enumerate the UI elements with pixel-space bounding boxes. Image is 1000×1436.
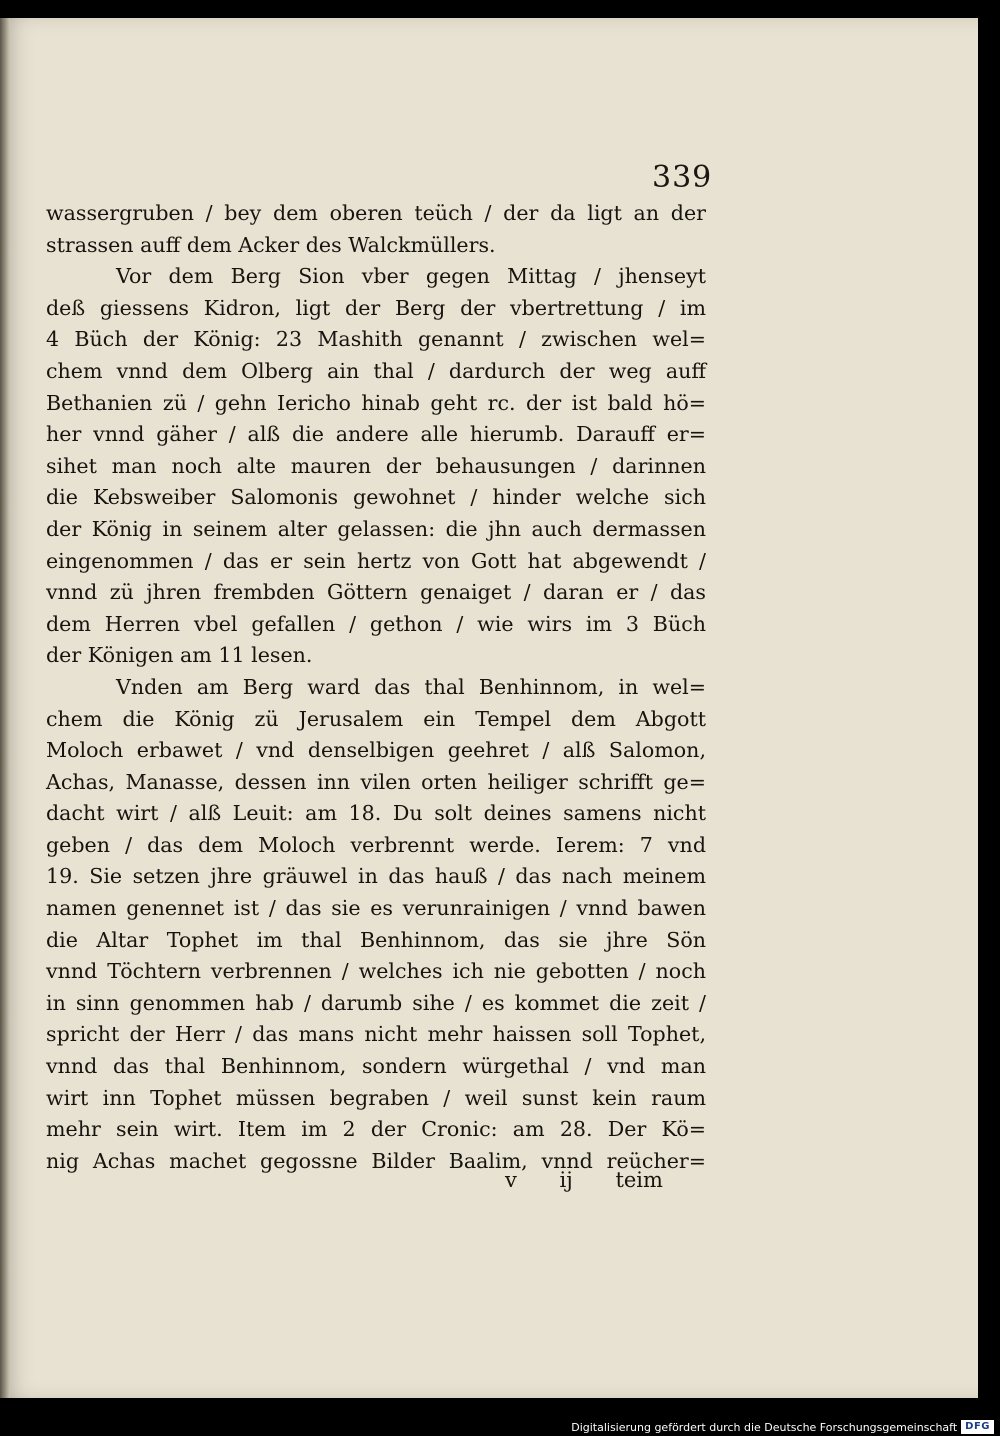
text-line: Bethanien zü / gehn Iericho hinab geht rc. der ist bald hö= bbox=[46, 390, 706, 415]
text-line: namen genennet ist / das sie es verunrainigen / vnnd bawen bbox=[46, 896, 706, 921]
text-line: Vnden am Berg ward das thal Benhinnom, in wel= bbox=[116, 674, 706, 699]
text-line: dacht wirt / alß Leuit: am 18. Du solt deines samens nicht bbox=[46, 801, 706, 826]
text-line: 4 Büch der König: 23 Mashith genannt / zwischen wel= bbox=[46, 327, 706, 352]
text-line: vnnd Töchtern verbrennen / welches ich nie gebotten / noch bbox=[46, 959, 706, 984]
text-line: Vor dem Berg Sion vber gegen Mittag / jhenseyt bbox=[116, 264, 706, 289]
text-line: wirt inn Tophet müssen begraben / weil sunst kein raum bbox=[46, 1085, 706, 1110]
book-page bbox=[0, 18, 978, 1398]
text-line: die Kebsweiber Salomonis gewohnet / hinder welche sich bbox=[46, 485, 706, 510]
text-line: deß giessens Kidron, ligt der Berg der vbertrettung / im bbox=[46, 295, 706, 320]
text-line: Moloch erbawet / vnd denselbigen geehret / alß Salomon, bbox=[46, 738, 706, 763]
text-line: wassergruben / bey dem oberen teüch / der da ligt an der bbox=[46, 201, 706, 225]
text-line: 19. Sie setzen jhre gräuwel in das hauß / das nach meinem bbox=[46, 864, 706, 889]
text-line: in sinn genommen hab / darumb sihe / es kommet die zeit / bbox=[46, 990, 706, 1015]
footer-bar bbox=[0, 1418, 1000, 1436]
text-line: der König in seinem alter gelassen: die jhn auch dermassen bbox=[46, 516, 706, 541]
text-line: chem die König zü Jerusalem ein Tempel dem Abgott bbox=[46, 706, 706, 731]
text-line: Achas, Manasse, dessen inn vilen orten heiliger schrifft ge= bbox=[46, 769, 706, 794]
text-line: her vnnd gäher / alß die andere alle hierumb. Darauff er= bbox=[46, 422, 706, 447]
text-line: chem vnnd dem Olberg ain thal / dardurch der weg auff bbox=[46, 358, 706, 383]
text-line: mehr sein wirt. Item im 2 der Cronic: am 28. Der Kö= bbox=[46, 1117, 706, 1142]
text-line: geben / das dem Moloch verbrennt werde. Ierem: 7 vnd bbox=[46, 832, 706, 857]
text-line: dem Herren vbel gefallen / gethon / wie wirs im 3 Büch bbox=[46, 611, 706, 636]
text-line: vnnd das thal Benhinnom, sondern würgethal / vnd man bbox=[46, 1054, 706, 1079]
footer-credit: Digitalisierung gefördert durch die Deutsche Forschungsgemeinschaft bbox=[571, 1420, 958, 1434]
text-line: vnnd zü jhren frembden Göttern genaiget / daran er / das bbox=[46, 580, 706, 605]
text-line: spricht der Herr / das mans nicht mehr haissen soll Tophet, bbox=[46, 1022, 706, 1047]
body-text bbox=[46, 198, 706, 1177]
text-line: die Altar Tophet im thal Benhinnom, das sie jhre Sön bbox=[46, 927, 706, 952]
page-gutter-shadow bbox=[0, 18, 10, 1398]
dfg-logo: DFG bbox=[961, 1420, 994, 1434]
text-line: sihet man noch alte mauren der behausungen / darinnen bbox=[46, 453, 706, 478]
signature-catchword: v ij teim bbox=[505, 1168, 663, 1192]
text-line: der Königen am 11 lesen. bbox=[46, 643, 313, 668]
page-number: 339 bbox=[652, 160, 713, 195]
text-line: nig Achas machet gegossne Bilder Baalim, vnnd reücher= bbox=[46, 1148, 706, 1173]
text-line: strassen auff dem Acker des Walckmüllers. bbox=[46, 232, 496, 257]
text-line: eingenommen / das er sein hertz von Gott hat abgewendt / bbox=[46, 548, 706, 573]
